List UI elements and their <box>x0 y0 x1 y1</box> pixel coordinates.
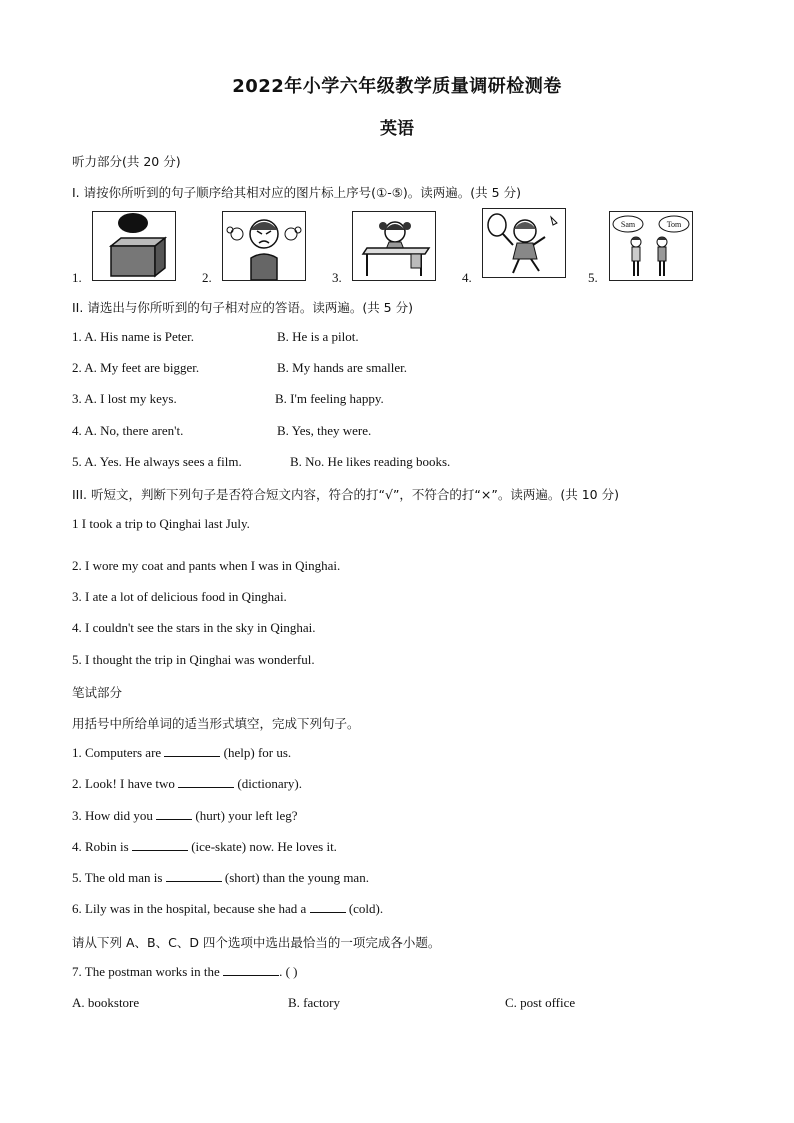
ball-on-box-icon <box>92 211 176 281</box>
option-b: B. I'm feeling happy. <box>275 391 384 406</box>
listening-header: 听力部分(共 20 分) <box>72 154 181 169</box>
option-a: 5. A. Yes. He always sees a film. <box>72 454 242 469</box>
speech-bubble-sam: Sam <box>620 220 636 229</box>
girl-at-desk-icon <box>352 211 436 281</box>
option-b: B. No. He likes reading books. <box>290 454 451 469</box>
fill-suffix: (ice-skate) now. He loves it. <box>187 839 337 854</box>
fill-suffix: (help) for us. <box>220 745 292 760</box>
question-7 <box>72 964 297 980</box>
answer-blank[interactable] <box>178 776 234 788</box>
picture-number: 4. <box>462 270 472 285</box>
question-suffix: . ( ) <box>279 964 298 979</box>
page-subtitle: 英语 <box>380 119 414 139</box>
fill-suffix: (dictionary). <box>234 776 303 791</box>
fill-item-6 <box>72 901 383 917</box>
picture-1 <box>72 208 182 286</box>
boy-playing-badminton-icon <box>482 208 566 278</box>
answer-blank[interactable] <box>156 808 192 820</box>
fill-prefix: 5. The old man is <box>72 870 166 885</box>
option-a: 1. A. His name is Peter. <box>72 329 195 344</box>
picture-3 <box>332 208 442 286</box>
picture-5 <box>588 208 712 286</box>
fill-prefix: 2. Look! I have two <box>72 776 179 791</box>
choice-option-b[interactable]: B. factory <box>288 995 340 1010</box>
fill-item-5 <box>72 870 369 886</box>
fill-prefix: 1. Computers are <box>72 745 165 760</box>
fill-instruction: 用括号中所给单词的适当形式填空，完成下列句子。 <box>72 716 360 731</box>
picture-2 <box>202 208 312 286</box>
fill-item-3 <box>72 808 298 824</box>
part2-instruction: II. 请选出与你所听到的句子相对应的答语。读两遍。(共 5 分) <box>72 300 413 315</box>
written-header: 笔试部分 <box>72 685 123 700</box>
picture-number: 5. <box>588 270 598 285</box>
picture-4 <box>462 208 572 286</box>
part3-item-4: 4. I couldn't see the stars in the sky in Qinghai. <box>72 620 316 635</box>
picture-row <box>72 208 712 288</box>
angry-boy-icon <box>222 211 306 281</box>
answer-blank[interactable] <box>132 839 188 851</box>
answer-blank[interactable] <box>166 870 222 882</box>
two-boys-talking-icon <box>609 211 693 281</box>
fill-suffix: (cold). <box>345 901 384 916</box>
speech-bubble-tom: Tom <box>666 220 682 229</box>
fill-item-2 <box>72 776 302 792</box>
part3-item-1: 1 I took a trip to Qinghai last July. <box>72 516 250 531</box>
answer-blank[interactable] <box>223 964 279 976</box>
option-b: B. My hands are smaller. <box>277 360 407 375</box>
option-b: B. He is a pilot. <box>277 329 359 344</box>
fill-item-4 <box>72 839 337 855</box>
answer-blank[interactable] <box>164 745 220 757</box>
choice-option-a[interactable]: A. bookstore <box>72 995 140 1010</box>
option-a: 2. A. My feet are bigger. <box>72 360 200 375</box>
part3-item-5: 5. I thought the trip in Qinghai was wonderful. <box>72 652 315 667</box>
option-b: B. Yes, they were. <box>277 423 372 438</box>
page-title: 2022年小学六年级教学质量调研检测卷 <box>232 76 562 97</box>
part3-instruction: III. 听短文，判断下列句子是否符合短文内容，符合的打“√”，不符合的打“×”。读两遍。(共 10 分) <box>72 487 619 502</box>
choice-instruction: 请从下列 A、B、C、D 四个选项中选出最恰当的一项完成各小题。 <box>72 935 441 950</box>
fill-suffix: (hurt) your left leg? <box>192 808 298 823</box>
part3-item-3: 3. I ate a lot of delicious food in Qinghai. <box>72 589 287 604</box>
part1-instruction: I. 请按你所听到的句子顺序给其相对应的图片标上序号(①-⑤)。读两遍。(共 5 分) <box>72 185 521 200</box>
option-a: 3. A. I lost my keys. <box>72 391 177 406</box>
choice-option-c[interactable]: C. post office <box>505 995 576 1010</box>
answer-blank[interactable] <box>310 901 346 913</box>
picture-number: 1. <box>72 270 82 285</box>
option-a: 4. A. No, there aren't. <box>72 423 184 438</box>
fill-suffix: (short) than the young man. <box>221 870 369 885</box>
picture-number: 2. <box>202 270 212 285</box>
fill-item-1 <box>72 745 291 761</box>
fill-prefix: 3. How did you <box>72 808 157 823</box>
question-prefix: 7. The postman works in the <box>72 964 224 979</box>
picture-number: 3. <box>332 270 342 285</box>
fill-prefix: 4. Robin is <box>72 839 132 854</box>
fill-prefix: 6. Lily was in the hospital, because she had a <box>72 901 310 916</box>
part3-item-2: 2. I wore my coat and pants when I was in Qinghai. <box>72 558 341 573</box>
